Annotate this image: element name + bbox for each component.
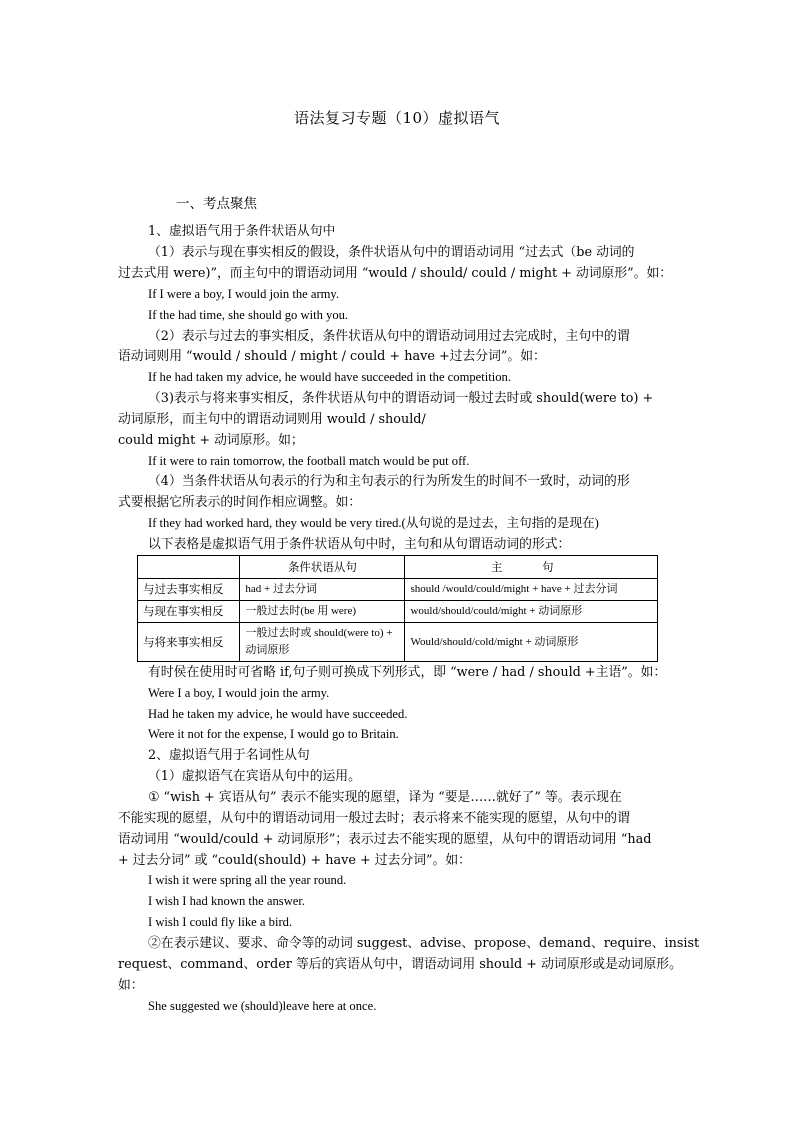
paragraph-line: （1）表示与现在事实相反的假设，条件状语从句中的谓语动词用 “过去式（be 动词的 [148, 245, 635, 260]
example-sentence: I wish I had known the answer. [148, 894, 306, 908]
paragraph-line: 动词原形，而主句中的谓语动词则用 would / should/ [118, 412, 426, 427]
paragraph-line: 如： [118, 978, 144, 993]
verb-forms-table [137, 555, 658, 662]
table-cell: 一般过去时或 should(were to) + 动词原形 [240, 623, 405, 662]
paragraph-line: + 过去分词” 或 “could(should) + have + 过去分词”。如： [118, 853, 471, 868]
paragraph-line: （2）表示与过去的事实相反，条件状语从句中的谓语动词用过去完成时，主句中的谓 [148, 329, 630, 344]
paragraph-line: could might + 动词原形。如； [118, 433, 304, 448]
subsection-heading: 2、虚拟语气用于名词性从句 [148, 748, 310, 763]
example-sentence: I wish it were spring all the year round. [148, 873, 347, 887]
example-sentence: If it were to rain tomorrow, the football match would be put off. [148, 454, 470, 468]
table-cell: 与现在事实相反 [138, 601, 240, 623]
example-sentence: I wish I could fly like a bird. [148, 915, 293, 929]
example-sentence: Had he taken my advice, he would have succeeded. [148, 707, 408, 721]
table-row [138, 623, 658, 662]
example-sentence: If the had time, she should go with you. [148, 308, 349, 322]
subsection-heading: 1、虚拟语气用于条件状语从句中 [148, 224, 336, 239]
table-cell: 一般过去时(be 用 were) [240, 601, 405, 623]
table-cell: Would/should/cold/might + 动词原形 [405, 623, 658, 662]
paragraph-line: 式要根据它所表示的时间作相应调整。如： [118, 495, 362, 510]
table-cell: 与过去事实相反 [138, 579, 240, 601]
paragraph-line: （1）虚拟语气在宾语从句中的运用。 [148, 769, 361, 784]
page-title: 语法复习专题（10）虚拟语气 [293, 109, 501, 127]
paragraph-line: ②在表示建议、要求、命令等的动词 suggest、advise、propose、demand、require、insist [148, 936, 700, 951]
table-header-row [138, 556, 658, 579]
paragraph-line: 语动词用 “would/could + 动词原形”；表示过去不能实现的愿望，从句中的谓语动词用 “had [118, 832, 652, 847]
paragraph-line: （3)表示与将来事实相反，条件状语从句中的谓语动词一般过去时或 should(were to) + [148, 391, 654, 406]
paragraph-line: request、command、order 等后的宾语从句中，谓语动词用 should + 动词原形或是动词原形。 [118, 957, 682, 972]
example-sentence: If he had taken my advice, he would have succeeded in the competition. [148, 370, 511, 384]
example-sentence: Were it not for the expense, I would go to Britain. [148, 727, 399, 741]
table-row [138, 601, 658, 623]
table-header-cell: 主 句 [405, 556, 658, 579]
paragraph-line: （4）当条件状语从句表示的行为和主句表示的行为所发生的时间不一致时，动词的形 [148, 474, 630, 489]
example-sentence: If I were a boy, I would join the army. [148, 287, 340, 301]
table-cell: would/should/could/might + 动词原形 [405, 601, 658, 623]
paragraph-line: 不能实现的愿望，从句中的谓语动词用一般过去时；表示将来不能实现的愿望，从句中的谓 [118, 811, 630, 826]
table-header-cell: 条件状语从句 [240, 556, 405, 579]
table-cell: should /would/could/might + have + 过去分词 [405, 579, 658, 601]
paragraph-line: 以下表格是虚拟语气用于条件状语从句中时，主句和从句谓语动词的形式： [148, 537, 571, 552]
paragraph-line: 语动词则用 “would / should / might / could + have +过去分词”。如： [118, 349, 546, 364]
example-sentence: She suggested we (should)leave here at once. [148, 999, 377, 1013]
table-cell: 与将来事实相反 [138, 623, 240, 662]
paragraph-line: 有时侯在使用时可省略 if,句子则可换成下列形式，即 “were / had / should +主语”。如： [148, 665, 667, 680]
table-header-cell [138, 556, 240, 579]
example-sentence: If they had worked hard, they would be very tired.(从句说的是过去，主句指的是现在) [148, 516, 599, 530]
paragraph-line: 过去式用 were)”，而主句中的谓语动词用 “would / should/ could / might + 动词原形”。如： [118, 266, 673, 281]
example-sentence: Were I a boy, I would join the army. [148, 686, 330, 700]
section-heading: 一、考点聚焦 [176, 196, 257, 212]
table-cell: had + 过去分词 [240, 579, 405, 601]
paragraph-line: ① “wish + 宾语从句” 表示不能实现的愿望，译为 “要是……就好了” 等。表示现在 [148, 790, 622, 805]
table-row [138, 579, 658, 601]
